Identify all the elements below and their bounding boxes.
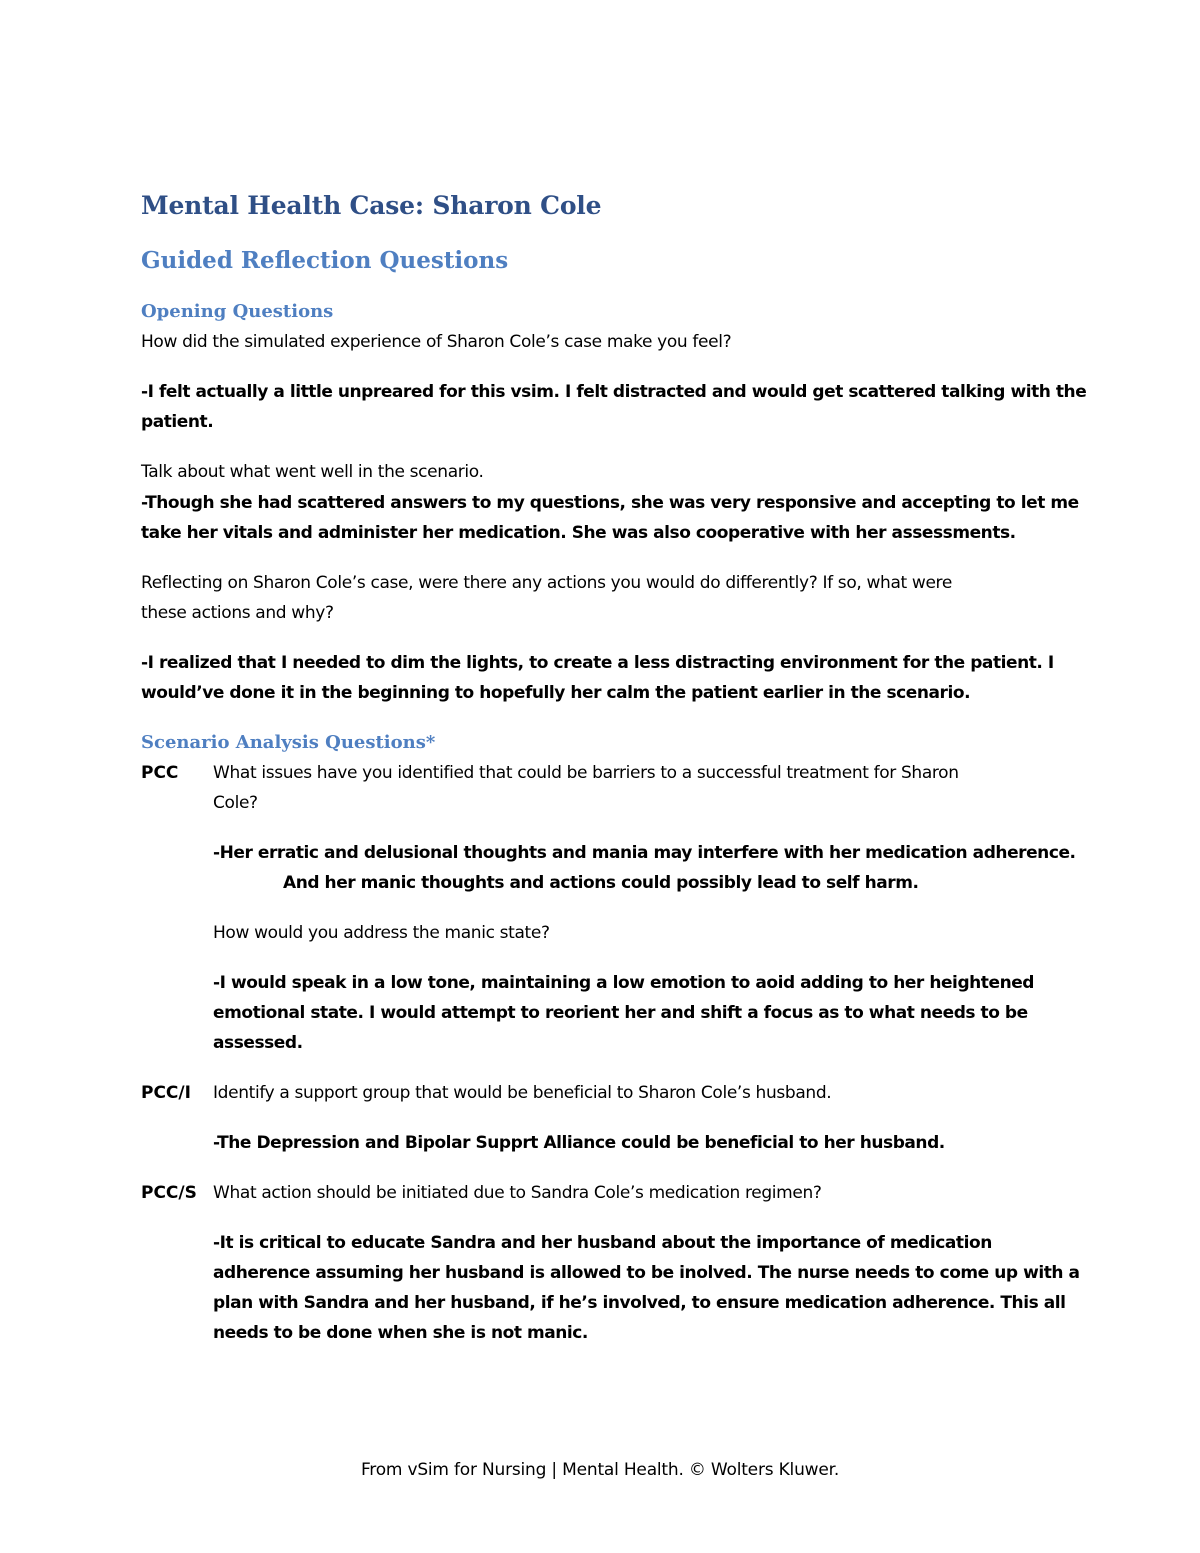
opening-answer-1-line-1: -I felt actually a little unpreared for this vsim. I felt distracted and would get scattered talking with the: [141, 382, 1087, 402]
pcc-answer-2-line-3: assessed.: [213, 1033, 303, 1053]
opening-answer-2-line-2: take her vitals and administer her medication. She was also cooperative with her assessments.: [141, 523, 1016, 543]
pcc-i-question: Identify a support group that would be beneficial to Sharon Cole’s husband.: [213, 1083, 832, 1103]
document-title: Mental Health Case: Sharon Cole: [141, 191, 602, 220]
pcc-question-1-line-1: What issues have you identified that could be barriers to a successful treatment for Sharon: [213, 763, 959, 783]
document-subtitle: Guided Reflection Questions: [141, 247, 509, 274]
pcc-i-answer: -The Depression and Bipolar Supprt Alliance could be beneficial to her husband.: [213, 1133, 945, 1153]
opening-answer-3-line-1: -I realized that I needed to dim the lights, to create a less distracting environment for the patient. I: [141, 653, 1054, 673]
opening-questions-heading: Opening Questions: [141, 301, 334, 322]
pcc-answer-2-line-1: -I would speak in a low tone, maintaining a low emotion to aoid adding to her heightened: [213, 973, 1035, 993]
pcc-label: PCC: [141, 763, 179, 783]
pcc-s-answer-line-4: needs to be done when she is not manic.: [213, 1323, 588, 1343]
pcc-s-question: What action should be initiated due to Sandra Cole’s medication regimen?: [213, 1183, 822, 1203]
pcc-question-2: How would you address the manic state?: [213, 923, 550, 943]
pcc-s-answer-line-3: plan with Sandra and her husband, if he’s involved, to ensure medication adherence. This all: [213, 1293, 1066, 1313]
pcc-s-label: PCC/S: [141, 1183, 197, 1203]
pcc-answer-1-line-2: And her manic thoughts and actions could possibly lead to self harm.: [283, 873, 919, 893]
pcc-question-1-line-2: Cole?: [213, 793, 258, 813]
opening-question-3-line-1: Reflecting on Sharon Cole’s case, were there any actions you would do differently? If so, what were: [141, 573, 952, 593]
pcc-answer-2-line-2: emotional state. I would attempt to reorient her and shift a focus as to what needs to be: [213, 1003, 1028, 1023]
pcc-i-label: PCC/I: [141, 1083, 191, 1103]
scenario-analysis-heading: Scenario Analysis Questions*: [141, 732, 436, 753]
pcc-answer-1-line-1: -Her erratic and delusional thoughts and mania may interfere with her medication adherence.: [213, 843, 1076, 863]
pcc-s-answer-line-2: adherence assuming her husband is allowed to be inolved. The nurse needs to come up with a: [213, 1263, 1080, 1283]
opening-question-3-line-2: these actions and why?: [141, 603, 334, 623]
opening-question-1: How did the simulated experience of Sharon Cole’s case make you feel?: [141, 332, 732, 352]
page-footer: From vSim for Nursing | Mental Health. © Wolters Kluwer.: [360, 1460, 840, 1480]
opening-answer-1-line-2: patient.: [141, 412, 214, 432]
opening-answer-3-line-2: would’ve done it in the beginning to hopefully her calm the patient earlier in the scenario.: [141, 683, 971, 703]
opening-question-2: Talk about what went well in the scenario.: [141, 462, 484, 482]
pcc-s-answer-line-1: -It is critical to educate Sandra and her husband about the importance of medication: [213, 1233, 992, 1253]
opening-answer-2-line-1: -Though she had scattered answers to my questions, she was very responsive and accepting to let me: [141, 493, 1079, 513]
